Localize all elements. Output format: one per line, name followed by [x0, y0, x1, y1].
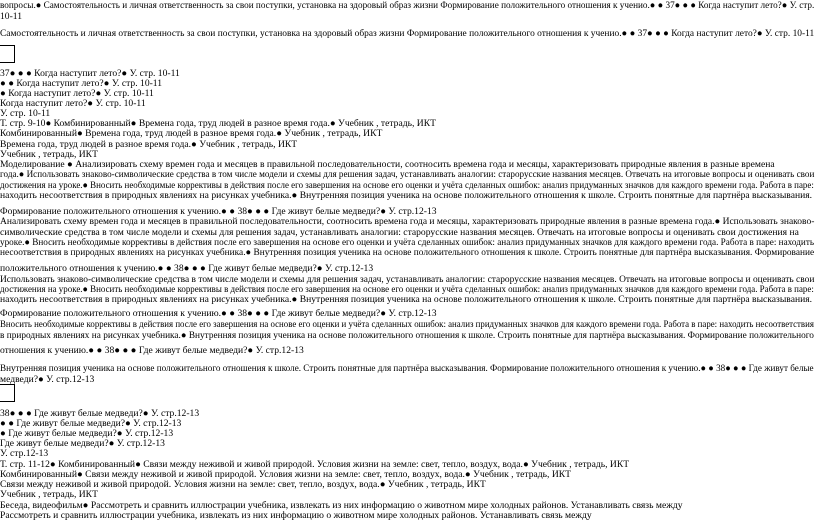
text-line: ● Где живут белые медведи?● У. стр.12-13 — [0, 428, 174, 439]
text-line: Внутренняя позиция ученика на основе положительного отношения к школе. Строить понятные для партнёра высказывания. Формирование положительного отношения к учению.● ● 38● ● ● Где живут белые — [0, 363, 814, 374]
text-line: Самостоятельность и личная ответственность за свои поступки, установка на здоровый образ жизни Формирование положительного отношения к ученио.● ● 37● ● ● Когда наступит лето?● У. стр. 10-11 — [0, 28, 815, 39]
text-line: Моделирование ● Анализировать схему времен года и месяцев в правильной последовательности, соотносить времена года и месяцы, характеризовать природные явления в разные времена — [0, 159, 775, 170]
text-line: Учебник , тетрадь, ИКТ — [0, 489, 98, 500]
text-line: ● ● Где живут белые медведи?● У. стр.12-13 — [0, 418, 182, 429]
text-line: У. стр. 10-11 — [0, 108, 51, 119]
text-line: отношения к учению.● ● 38● ● ● Где живут белые медведи?● У. стр.12-13 — [0, 345, 304, 356]
text-line: достижения на уроке.● Вносить необходимые коррективы в действия после его завершения на основе его оценки и учёта сделанных ошибок: анализ придуманных значков для каждого времени года. Работа в паре: — [0, 180, 814, 191]
text-line: положительного отношения к учению.● ● 38● ● ● Где живут белые медведи?● У. стр.12-13 — [0, 263, 374, 274]
text-line: ● ● Когда наступит лето?● У. стр. 10-11 — [0, 78, 163, 89]
text-line: вопросы.● Самостоятельность и личная ответственность за свои поступки, установка на здоровый образ жизни Формирование положительного отношения к ученио.● ● 37● ● ● Когда наступит лето?● У. стр. — [0, 0, 815, 11]
text-line: 38● ● ● Где живут белые медведи?● У. стр.12-13 — [0, 408, 200, 419]
text-line: Комбинированный● Времена года, труд людей в разное время года.● Учебник , тетрадь, ИКТ — [0, 128, 383, 139]
text-line: года.● Использовать знаково-символические средства в том числе модели и схемы для решения задач, устанавливать аналогии: старорусские названия месяцев. Отвечать на итоговые вопросы и оценивать свои — [0, 169, 815, 180]
text-line: Комбинированный● Связи между неживой и живой природой. Условия жизни на земле: свет, тепло, воздух, вода.● Учебник , тетрадь, ИКТ — [0, 469, 572, 480]
text-line: символические средства в том числе модели и схемы для решения задач, устанавливать аналогии: старорусские названия месяцев. Отвечать на итоговые вопросы и оценивать свои достижения на — [0, 227, 799, 238]
text-line: Формирование положительного отношения к учению.● ● 38● ● ● Где живут белые медведи?● У. стр.12-13 — [0, 308, 437, 319]
text-line: находить несоответствия в природных явлениях на рисунках учебника.● Внутренняя позиция ученика на основе положительного отношения к школе. Строить понятные для партнёра высказывания. — [0, 294, 813, 305]
text-line: Вносить необходимые коррективы в действия после его завершения на основе его оценки и учёта сделанных ошибок: анализ придуманных значков для каждого времени года. Работа в паре: находить несоответствия — [0, 319, 814, 330]
text-line: находить несоответствия в природных явлениях на рисунках учебника.● Внутренняя позиция ученика на основе положительного отношения к школе. Строить понятные для партнёра высказывания. — [0, 190, 813, 201]
text-line: Когда наступит лето?● У. стр. 10-11 — [0, 98, 146, 109]
text-line: Анализировать схему времен года и месяцев в правильной последовательности, соотносить времена года и месяцы, характеризовать природные явления в разные времена года.● Использовать знаково- — [0, 216, 815, 227]
text-line: достижения на уроке.● Вносить необходимые коррективы в действия после его завершения на основе его оценки и учёта сделанных ошибок: анализ придуманных значков для каждого времени года. Работа в паре: — [0, 284, 814, 295]
text-line: Где живут белые медведи?● У. стр.12-13 — [0, 438, 165, 449]
text-line: У. стр.12-13 — [0, 448, 49, 459]
text-line: в природных явлениях на рисунках учебника.● Внутренняя позиция ученика на основе положительного отношения к школе. Строить понятные для партнёра высказывания. Формирование положительного — [0, 330, 814, 341]
empty-cell-box — [0, 45, 15, 63]
text-line: Т. стр. 9-10● Комбинированный● Времена года, труд людей в разное время года.● Учебник , тетрадь, ИКТ — [0, 118, 436, 129]
text-line: 10-11 — [0, 11, 23, 22]
text-line: 37● ● ● Когда наступит лето?● У. стр. 10-11 — [0, 68, 180, 79]
text-line: Т. стр. 11-12● Комбинированный● Связи между неживой и живой природой. Условия жизни на земле: свет, тепло, воздух, вода.● Учебник , тетрадь, ИКТ — [0, 459, 630, 470]
text-line: Времена года, труд людей в разное время года.● Учебник , тетрадь, ИКТ — [0, 139, 298, 150]
text-line: Использовать знаково-символические средства в том числе модели и схемы для решения задач, устанавливать аналогии: старорусские названия месяцев. Отвечать на итоговые вопросы и оценивать свои — [0, 274, 815, 285]
text-line: Учебник , тетрадь, ИКТ — [0, 149, 98, 160]
text-line: уроке.● Вносить необходимые коррективы в действия после его завершения на основе его оценки и учёта сделанных ошибок: анализ придуманных значков для каждого времени года. Работа в паре: находить — [0, 237, 815, 248]
text-line: Беседа, видеофильм● Рассмотреть и сравнить иллюстрации учебника, извлекать из них информацию о животном мире холодных районов. Устанавливать связь между — [0, 500, 683, 511]
text-line: Формирование положительного отношения к учению.● ● 38● ● ● Где живут белые медведи?● У. стр.12-13 — [0, 206, 437, 217]
empty-cell-box — [0, 384, 15, 402]
text-line: Рассмотреть и сравнить иллюстрации учебника, извлекать из них информацию о животном мире холодных районов. Устанавливать связь между — [0, 510, 592, 521]
text-line: несоответствия в природных явлениях на рисунках учебника.● Внутренняя позиция ученика на основе положительного отношения к школе. Строить понятные для партнёра высказывания. Формирование — [0, 247, 815, 258]
text-line: Связи между неживой и живой природой. Условия жизни на земле: свет, тепло, воздух, вода.● Учебник , тетрадь, ИКТ — [0, 479, 486, 490]
text-line: медведи?● У. стр.12-13 — [0, 374, 95, 385]
text-line: ● Когда наступит лето?● У. стр. 10-11 — [0, 88, 154, 99]
